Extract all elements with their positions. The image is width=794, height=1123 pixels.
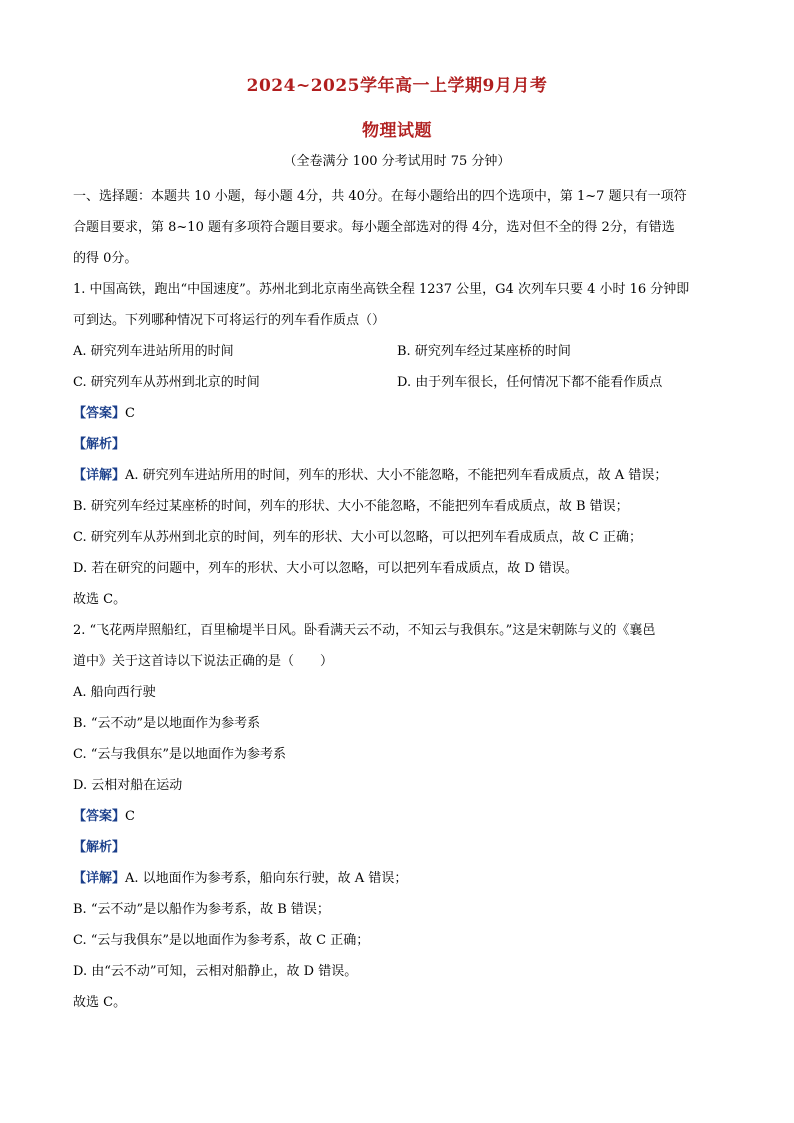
subject-title: 物理试题 <box>362 121 432 141</box>
instructions-line-2: 合题目要求，第 8~10 题有多项符合题目要求。每小题全部选对的得 4分，选对但不全的得 2分，有错选 <box>73 220 675 235</box>
exam-subtitle: （全卷满分 100 分考试用时 75 分钟） <box>283 154 511 169</box>
q2-detail-line-3: C. “云与我俱东”是以地面作为参考系，故 C 正确； <box>73 933 370 948</box>
q1-detail-line-4: D. 若在研究的问题中，列车的形状、大小可以忽略，可以把列车看成质点，故 D 错误。 <box>73 561 578 576</box>
detail-tag: 【详解】 <box>73 871 126 886</box>
q1-analysis <box>73 436 733 454</box>
answer-value: C <box>125 809 135 824</box>
answer-value: C <box>125 406 135 421</box>
instructions-line-1: 一、选择题：本题共 10 小题，每小题 4分，共 40分。在每小题给出的四个选项中，第 1~7 题只有一项符 <box>73 189 687 204</box>
q1-detail-line-1 <box>73 467 733 485</box>
q1-detail-line-2: B. 研究列车经过某座桥的时间，列车的形状、大小不能忽略，不能把列车看成质点，故 B 错误； <box>73 499 629 514</box>
q1-option-a: A. 研究列车进站所用的时间 <box>73 344 234 359</box>
q2-stem-line-1: 2. “飞花两岸照船红，百里榆堤半日风。卧看满天云不动，不知云与我俱东。”这是宋朝陈与义的《襄邑 <box>73 623 656 638</box>
detail-text: A. 研究列车进站所用的时间，列车的形状、大小不能忽略，不能把列车看成质点，故 A 错误； <box>125 468 668 483</box>
q2-stem-line-2: 道中》关于这首诗以下说法正确的是（ ） <box>73 654 334 669</box>
answer-tag: 【答案】 <box>73 406 126 421</box>
q2-analysis <box>73 839 733 857</box>
q2-detail-line-4: D. 由“云不动”可知，云相对船静止，故 D 错误。 <box>73 964 358 979</box>
q2-option-c: C. “云与我俱东”是以地面作为参考系 <box>73 747 287 762</box>
q2-conclusion: 故选 C。 <box>73 995 127 1010</box>
q2-option-b: B. “云不动”是以地面作为参考系 <box>73 716 261 731</box>
exam-title: 2024~2025学年高一上学期9月月考 <box>246 76 548 96</box>
instructions-line-3: 的得 0分。 <box>73 251 138 266</box>
q1-option-c: C. 研究列车从苏州到北京的时间 <box>73 375 260 390</box>
q1-answer <box>73 405 733 423</box>
q1-stem-line-1: 1. 中国高铁，跑出“中国速度”。苏州北到北京南坐高铁全程 1237 公里，G4 次列车只要 4 小时 16 分钟即 <box>73 282 690 297</box>
detail-tag: 【详解】 <box>73 468 126 483</box>
q2-detail-line-1 <box>73 870 733 888</box>
q2-option-a: A. 船向西行驶 <box>73 685 156 700</box>
q2-answer <box>73 808 733 826</box>
q1-stem-line-2: 可到达。下列哪种情况下可将运行的列车看作质点（） <box>73 313 386 328</box>
q1-conclusion: 故选 C。 <box>73 592 127 607</box>
q1-option-b: B. 研究列车经过某座桥的时间 <box>397 344 571 359</box>
q2-detail-line-2: B. “云不动”是以船作为参考系，故 B 错误； <box>73 902 330 917</box>
analysis-tag: 【解析】 <box>73 840 126 855</box>
answer-tag: 【答案】 <box>73 809 126 824</box>
analysis-tag: 【解析】 <box>73 437 126 452</box>
q1-detail-line-3: C. 研究列车从苏州到北京的时间，列车的形状、大小可以忽略，可以把列车看成质点，故 C 正确； <box>73 530 642 545</box>
q2-option-d: D. 云相对船在运动 <box>73 778 183 793</box>
q1-option-d: D. 由于列车很长，任何情况下都不能看作质点 <box>397 375 663 390</box>
detail-text: A. 以地面作为参考系，船向东行驶，故 A 错误； <box>125 871 408 886</box>
